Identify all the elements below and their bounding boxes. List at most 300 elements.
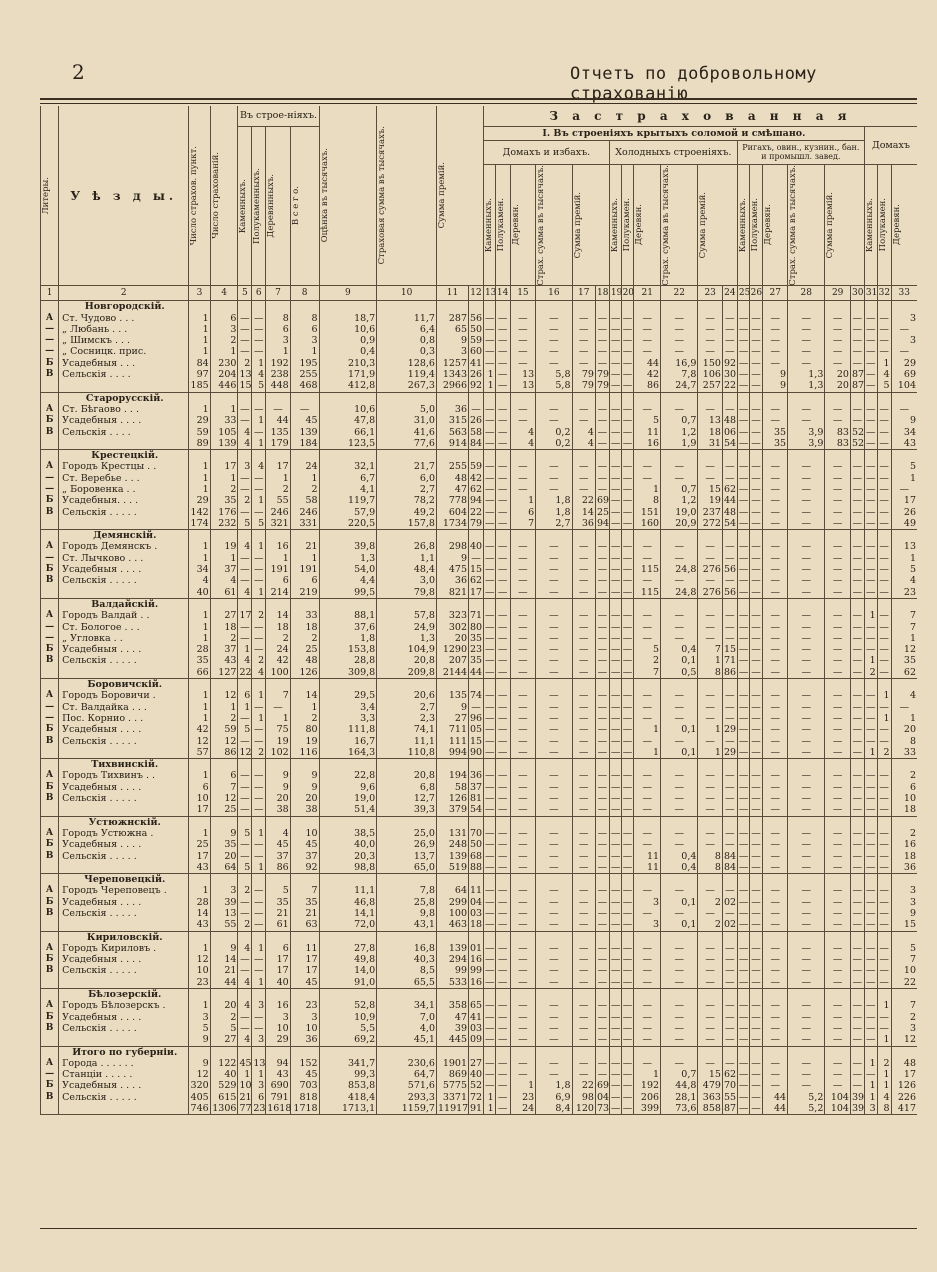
data-cell: [621, 874, 634, 886]
data-cell: 90: [470, 746, 483, 758]
data-cell: 174: [190, 517, 209, 529]
literal-cell: Б: [41, 954, 59, 965]
data-cell: [210, 816, 238, 828]
data-cell: —: [749, 724, 763, 735]
data-cell: —: [722, 1012, 737, 1023]
column-header: [737, 164, 749, 286]
data-cell: 1: [210, 553, 238, 564]
data-cell: —: [610, 746, 621, 758]
data-cell: —: [788, 507, 825, 518]
data-cell: 43: [266, 1069, 291, 1080]
data-cell: —: [825, 541, 851, 552]
data-cell: 65: [436, 324, 468, 335]
data-cell: [825, 874, 851, 886]
data-cell: —: [749, 313, 763, 324]
uezd-name: Устюжнскій.: [59, 816, 189, 828]
data-cell: —: [634, 965, 661, 976]
data-cell: 1734: [436, 518, 468, 530]
column-number: 30: [850, 286, 864, 301]
data-cell: —: [510, 346, 536, 357]
data-cell: 77: [239, 1103, 252, 1115]
data-cell: [864, 931, 877, 943]
data-cell: 571,6: [377, 1080, 437, 1091]
data-cell: —: [866, 1022, 876, 1034]
data-cell: 5775: [436, 1080, 468, 1091]
data-cell: —: [536, 690, 572, 701]
data-cell: [698, 931, 723, 943]
data-cell: —: [572, 965, 595, 976]
data-cell: —: [495, 324, 510, 335]
data-cell: 7: [634, 667, 661, 679]
data-cell: —: [877, 770, 891, 781]
data-cell: [436, 759, 468, 771]
data-cell: —: [252, 908, 266, 919]
data-cell: [469, 392, 484, 404]
data-cell: 22: [572, 495, 595, 506]
data-cell: [788, 530, 825, 542]
data-cell: —: [622, 850, 633, 862]
literal-cell: [41, 1046, 59, 1058]
data-cell: [495, 759, 510, 771]
data-cell: [536, 392, 572, 404]
data-cell: —: [722, 954, 737, 965]
data-cell: 35: [763, 427, 788, 438]
data-cell: —: [866, 346, 876, 358]
literal-cell: В: [41, 1023, 59, 1034]
data-cell: 2: [252, 610, 266, 621]
data-cell: [290, 598, 319, 610]
data-cell: [252, 816, 266, 828]
data-cell: —: [510, 747, 536, 759]
column-header: [319, 106, 377, 286]
data-cell: —: [825, 633, 851, 644]
data-cell: —: [622, 644, 633, 656]
data-cell: —: [738, 1103, 749, 1115]
data-cell: 83: [825, 438, 851, 450]
data-cell: —: [850, 575, 864, 586]
data-cell: 41,6: [377, 427, 437, 438]
data-cell: 52,8: [319, 1000, 377, 1011]
data-cell: —: [252, 313, 266, 324]
data-cell: 1: [290, 702, 319, 713]
data-cell: 92: [290, 862, 319, 874]
data-cell: 19,0: [319, 793, 377, 804]
data-cell: —: [763, 897, 788, 908]
data-cell: 48,4: [377, 564, 437, 575]
data-cell: —: [749, 324, 763, 335]
data-cell: —: [495, 702, 510, 713]
data-cell: —: [850, 954, 864, 965]
data-cell: —: [252, 897, 266, 908]
data-cell: 16: [470, 976, 483, 988]
data-cell: 399: [634, 1103, 661, 1115]
data-cell: —: [495, 908, 510, 919]
literal-cell: Б: [41, 724, 59, 735]
data-cell: 858: [698, 1103, 723, 1115]
data-cell: —: [738, 495, 749, 507]
data-cell: 43: [189, 862, 210, 874]
data-cell: —: [788, 919, 825, 931]
data-cell: 16,9: [661, 358, 698, 369]
data-cell: —: [536, 313, 572, 324]
data-cell: —: [595, 564, 609, 575]
data-cell: [510, 759, 536, 771]
data-cell: —: [484, 735, 495, 747]
data-cell: —: [572, 1012, 595, 1023]
place-name: Сельскія . . . . .: [59, 575, 189, 586]
data-cell: 37: [290, 851, 319, 862]
data-cell: —: [595, 438, 609, 450]
data-cell: 294: [436, 954, 468, 965]
data-cell: 34: [891, 427, 917, 438]
data-cell: 80: [290, 724, 319, 735]
data-cell: [825, 989, 851, 1001]
data-cell: 1: [252, 587, 266, 599]
data-cell: —: [622, 506, 633, 518]
column-header: [621, 164, 634, 286]
data-cell: —: [495, 358, 510, 369]
data-cell: 8,4: [536, 1103, 572, 1115]
data-cell: —: [610, 1000, 621, 1012]
data-cell: —: [484, 1034, 495, 1046]
literal-cell: А: [41, 690, 59, 701]
data-cell: —: [661, 461, 698, 472]
data-cell: 207: [436, 655, 468, 666]
total-label: [59, 804, 189, 816]
table-row: [41, 438, 918, 450]
data-cell: 3371: [436, 1092, 468, 1103]
data-cell: —: [825, 965, 851, 976]
data-cell: 298: [436, 541, 468, 552]
data-cell: 79: [572, 369, 595, 380]
data-cell: —: [866, 907, 876, 919]
table-row: [41, 461, 918, 472]
data-cell: 139: [210, 438, 238, 450]
data-cell: 12: [189, 954, 210, 965]
data-cell: —: [484, 461, 495, 473]
data-cell: 5: [252, 518, 266, 530]
data-cell: —: [510, 804, 536, 816]
column-header-label: Сумма премій.: [572, 191, 583, 259]
data-cell: —: [595, 782, 609, 793]
data-cell: —: [495, 541, 510, 552]
data-cell: 37: [266, 851, 291, 862]
data-cell: —: [595, 770, 609, 781]
data-cell: 39: [851, 1091, 865, 1103]
data-cell: —: [238, 633, 252, 644]
data-cell: —: [738, 827, 749, 839]
data-cell: —: [825, 575, 851, 586]
table-row: [41, 530, 918, 542]
table-row: [41, 747, 918, 759]
data-cell: 96: [470, 712, 483, 724]
data-cell: 05: [470, 724, 483, 736]
data-cell: —: [877, 828, 891, 839]
data-cell: [698, 392, 723, 404]
data-cell: —: [722, 633, 737, 644]
data-cell: —: [850, 943, 864, 954]
data-cell: —: [661, 313, 698, 324]
data-cell: —: [866, 919, 876, 931]
data-cell: —: [763, 839, 788, 850]
data-cell: —: [572, 713, 595, 724]
data-cell: —: [252, 702, 266, 713]
data-cell: —: [510, 943, 536, 954]
data-cell: —: [825, 1012, 851, 1023]
data-cell: [749, 301, 763, 313]
data-cell: —: [595, 587, 609, 599]
data-cell: —: [877, 851, 891, 862]
data-cell: —: [510, 610, 536, 621]
data-cell: —: [698, 313, 723, 324]
data-cell: 1: [210, 473, 238, 484]
data-cell: —: [850, 724, 864, 735]
column-header: Въ строе-ніяхъ.: [238, 106, 319, 126]
data-cell: —: [536, 1023, 572, 1034]
data-cell: 42: [266, 655, 291, 666]
data-cell: —: [495, 977, 510, 989]
data-cell: 2: [891, 1012, 917, 1023]
data-cell: —: [622, 461, 633, 473]
data-cell: —: [738, 312, 749, 324]
data-cell: —: [572, 747, 595, 759]
data-cell: —: [572, 324, 595, 335]
data-cell: [891, 392, 917, 404]
data-cell: 5: [891, 461, 917, 472]
data-cell: —: [595, 667, 609, 679]
data-cell: —: [749, 415, 763, 426]
place-name: Сельскія . . . . .: [59, 851, 189, 862]
data-cell: —: [763, 908, 788, 919]
column-header: [661, 164, 698, 286]
data-cell: —: [634, 954, 661, 965]
data-cell: —: [572, 335, 595, 346]
data-cell: 39: [210, 897, 238, 908]
data-cell: —: [495, 793, 510, 804]
data-cell: 1: [891, 713, 917, 724]
data-cell: —: [510, 461, 536, 472]
data-cell: 2: [210, 335, 238, 346]
data-cell: —: [763, 622, 788, 633]
data-cell: 33: [210, 415, 238, 426]
data-cell: 379: [436, 804, 468, 816]
data-cell: —: [610, 437, 621, 449]
data-cell: [595, 989, 609, 1001]
literal-cell: [41, 450, 59, 462]
data-cell: [877, 598, 891, 610]
data-cell: 445: [436, 1034, 468, 1046]
data-cell: 4: [877, 369, 891, 380]
data-cell: —: [536, 335, 572, 346]
data-cell: 2,7: [377, 702, 437, 713]
data-cell: 126: [436, 793, 468, 804]
data-cell: [825, 450, 851, 462]
data-cell: 84: [723, 861, 737, 873]
data-cell: 1: [864, 610, 877, 621]
data-cell: 40: [266, 977, 291, 989]
table-row: [41, 828, 918, 839]
data-cell: —: [866, 1069, 876, 1081]
data-cell: —: [610, 907, 621, 919]
data-cell: —: [738, 335, 749, 347]
data-cell: [621, 816, 634, 828]
data-cell: —: [749, 644, 763, 655]
data-cell: 88,1: [319, 610, 377, 621]
column-header-label: Оцѣнка въ тысячахъ.: [319, 148, 330, 243]
table-row: [41, 690, 918, 701]
data-cell: 66,1: [319, 427, 377, 438]
data-cell: [436, 816, 468, 828]
data-cell: —: [738, 712, 749, 724]
data-cell: —: [622, 770, 633, 782]
data-cell: —: [572, 943, 595, 954]
data-cell: —: [850, 541, 864, 552]
data-cell: —: [749, 1000, 763, 1011]
data-cell: —: [484, 781, 495, 793]
data-cell: 03: [470, 907, 483, 919]
data-cell: —: [825, 484, 851, 495]
data-cell: —: [536, 793, 572, 804]
table-row: [41, 919, 918, 931]
data-cell: 29: [723, 724, 737, 736]
data-cell: —: [595, 655, 609, 666]
col-uezdy: У ѣ з д ы.: [59, 106, 189, 286]
literal-cell: Б: [41, 415, 59, 426]
data-cell: [483, 1046, 495, 1058]
data-cell: —: [484, 1080, 495, 1092]
column-header: Ригахъ, овин., кузнин., бан. и промышл. завед.: [737, 140, 864, 164]
data-cell: 70: [470, 827, 483, 839]
data-cell: [877, 1046, 891, 1058]
data-cell: [266, 392, 291, 404]
table-row: [41, 484, 918, 495]
data-cell: —: [661, 335, 698, 346]
data-cell: [661, 301, 698, 313]
data-cell: [661, 1046, 698, 1058]
data-cell: —: [510, 473, 536, 484]
data-cell: —: [495, 427, 510, 438]
data-cell: —: [484, 346, 495, 358]
data-cell: —: [572, 313, 595, 324]
data-cell: 220,5: [319, 518, 377, 530]
data-cell: —: [610, 850, 621, 862]
data-cell: 56: [723, 564, 737, 576]
data-cell: [737, 598, 749, 610]
data-cell: —: [595, 644, 609, 655]
column-header-label: Каменныхъ.: [483, 197, 494, 253]
data-cell: —: [572, 839, 595, 850]
data-cell: —: [698, 473, 723, 484]
data-cell: [483, 450, 495, 462]
data-cell: —: [825, 954, 851, 965]
data-cell: 55: [723, 1091, 737, 1103]
column-header-label: Деревянныхъ.: [266, 174, 277, 238]
data-cell: 219: [290, 587, 319, 599]
data-cell: 52: [851, 426, 865, 438]
data-cell: —: [788, 346, 825, 357]
data-cell: 15: [698, 484, 723, 495]
column-header-label: Сумма премій.: [436, 162, 447, 229]
literal-cell: Б: [41, 358, 59, 369]
data-cell: 94: [596, 517, 610, 529]
data-cell: 79: [572, 380, 595, 392]
data-cell: —: [622, 323, 633, 335]
literal-cell: Б: [41, 1080, 59, 1091]
data-cell: 4: [572, 438, 595, 450]
data-cell: [290, 301, 319, 313]
data-cell: 994: [436, 747, 468, 759]
data-cell: —: [850, 622, 864, 633]
data-cell: 41: [470, 357, 483, 369]
data-cell: [850, 931, 864, 943]
data-cell: 246: [266, 507, 291, 518]
data-cell: 3: [891, 1023, 917, 1034]
data-cell: —: [661, 1012, 698, 1023]
data-cell: 111: [436, 736, 468, 747]
data-cell: —: [572, 702, 595, 713]
data-cell: —: [722, 782, 737, 793]
data-cell: [749, 450, 763, 462]
data-cell: —: [252, 575, 266, 586]
data-cell: —: [763, 404, 788, 415]
data-cell: 10: [290, 1023, 319, 1034]
data-cell: —: [595, 358, 609, 369]
data-cell: 1,9: [661, 438, 698, 450]
data-cell: —: [749, 335, 763, 346]
data-cell: 4: [238, 427, 252, 438]
data-cell: —: [495, 553, 510, 564]
top-rule: [40, 98, 917, 100]
data-cell: —: [495, 747, 510, 759]
data-cell: —: [763, 1023, 788, 1034]
table-row: [41, 724, 918, 735]
data-cell: [634, 598, 661, 610]
data-cell: 99,3: [319, 1069, 377, 1080]
data-cell: 1: [189, 541, 210, 552]
data-cell: 615: [210, 1092, 238, 1103]
data-cell: —: [536, 828, 572, 839]
data-cell: —: [536, 473, 572, 484]
column-header: [189, 106, 210, 286]
column-number: 25: [737, 286, 749, 301]
data-cell: 157,8: [377, 518, 437, 530]
place-name: „ Шимскъ . . .: [59, 335, 189, 346]
data-cell: —: [788, 1012, 825, 1023]
place-name: Городъ Устюжна .: [59, 828, 189, 839]
data-cell: 3: [634, 897, 661, 908]
data-cell: —: [738, 564, 749, 576]
data-cell: —: [850, 473, 864, 484]
data-cell: 1,1: [377, 553, 437, 564]
literal-cell: [41, 518, 59, 530]
data-cell: [377, 392, 437, 404]
literal-cell: [41, 989, 59, 1001]
data-cell: —: [788, 1000, 825, 1011]
data-cell: —: [572, 908, 595, 919]
data-cell: [210, 301, 238, 313]
data-cell: [572, 931, 595, 943]
data-cell: —: [749, 507, 763, 518]
data-cell: [763, 598, 788, 610]
data-cell: —: [877, 839, 891, 850]
data-cell: —: [749, 346, 763, 357]
data-cell: 14: [290, 690, 319, 701]
data-cell: —: [536, 747, 572, 759]
data-cell: [266, 450, 291, 462]
data-cell: —: [825, 919, 851, 931]
data-cell: —: [763, 633, 788, 644]
data-cell: —: [622, 1022, 633, 1034]
